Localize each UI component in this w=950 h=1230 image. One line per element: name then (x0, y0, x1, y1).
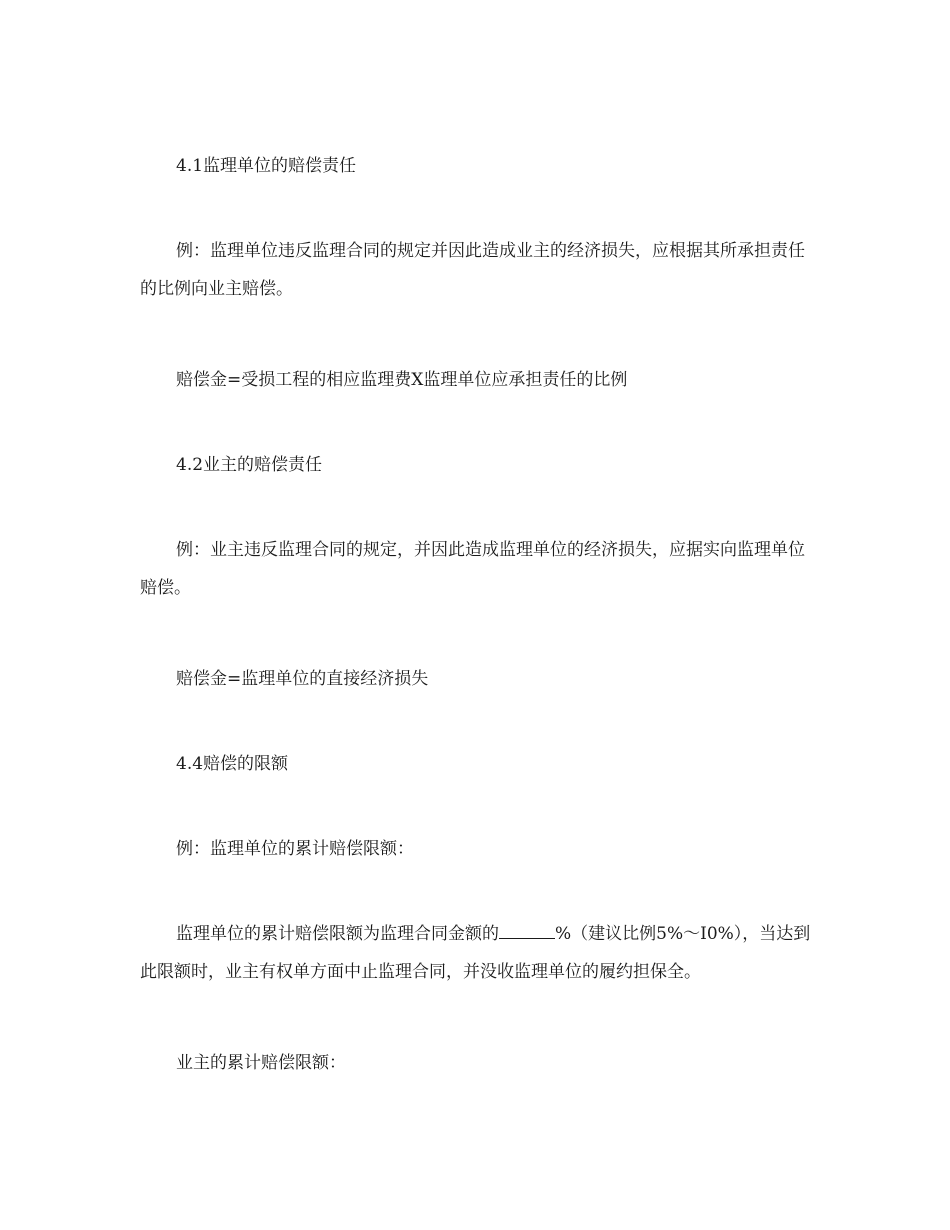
paragraph-supervisor-limit-detail (140, 915, 820, 991)
fill-in-blank-line (499, 937, 555, 939)
section-heading-4-2: 4.2业主的赔偿责任 (176, 455, 323, 475)
formula-owner-compensation: 赔偿金=监理单位的直接经济损失 (176, 669, 429, 689)
paragraph-example-supervisor-limit: 例：监理单位的累计赔偿限额： (176, 839, 414, 859)
paragraph-example-owner-liability: 例：业主违反监理合同的规定，并因此造成监理单位的经济损失，应据实向监理单位赔偿。 (140, 540, 805, 598)
formula-supervisor-compensation: 赔偿金=受损工程的相应监理费X监理单位应承担责任的比例 (176, 370, 628, 390)
paragraph-owner-limit: 业主的累计赔偿限额： (176, 1053, 346, 1073)
limit-text-before: 监理单位的累计赔偿限额为监理合同金额的 (176, 924, 499, 944)
paragraph-example-supervisor-liability: 例：监理单位违反监理合同的规定并因此造成业主的经济损失，应根据其所承担责任的比例向业主赔偿。 (140, 241, 805, 299)
section-heading-4-1: 4.1监理单位的赔偿责任 (176, 156, 357, 176)
limit-text-after: %（建议比例5%～I0%），当达到此限额时，业主有权单方面中止监理合同，并没收监理单位的履约担保全。 (140, 924, 811, 982)
section-heading-4-4: 4.4赔偿的限额 (176, 754, 289, 774)
